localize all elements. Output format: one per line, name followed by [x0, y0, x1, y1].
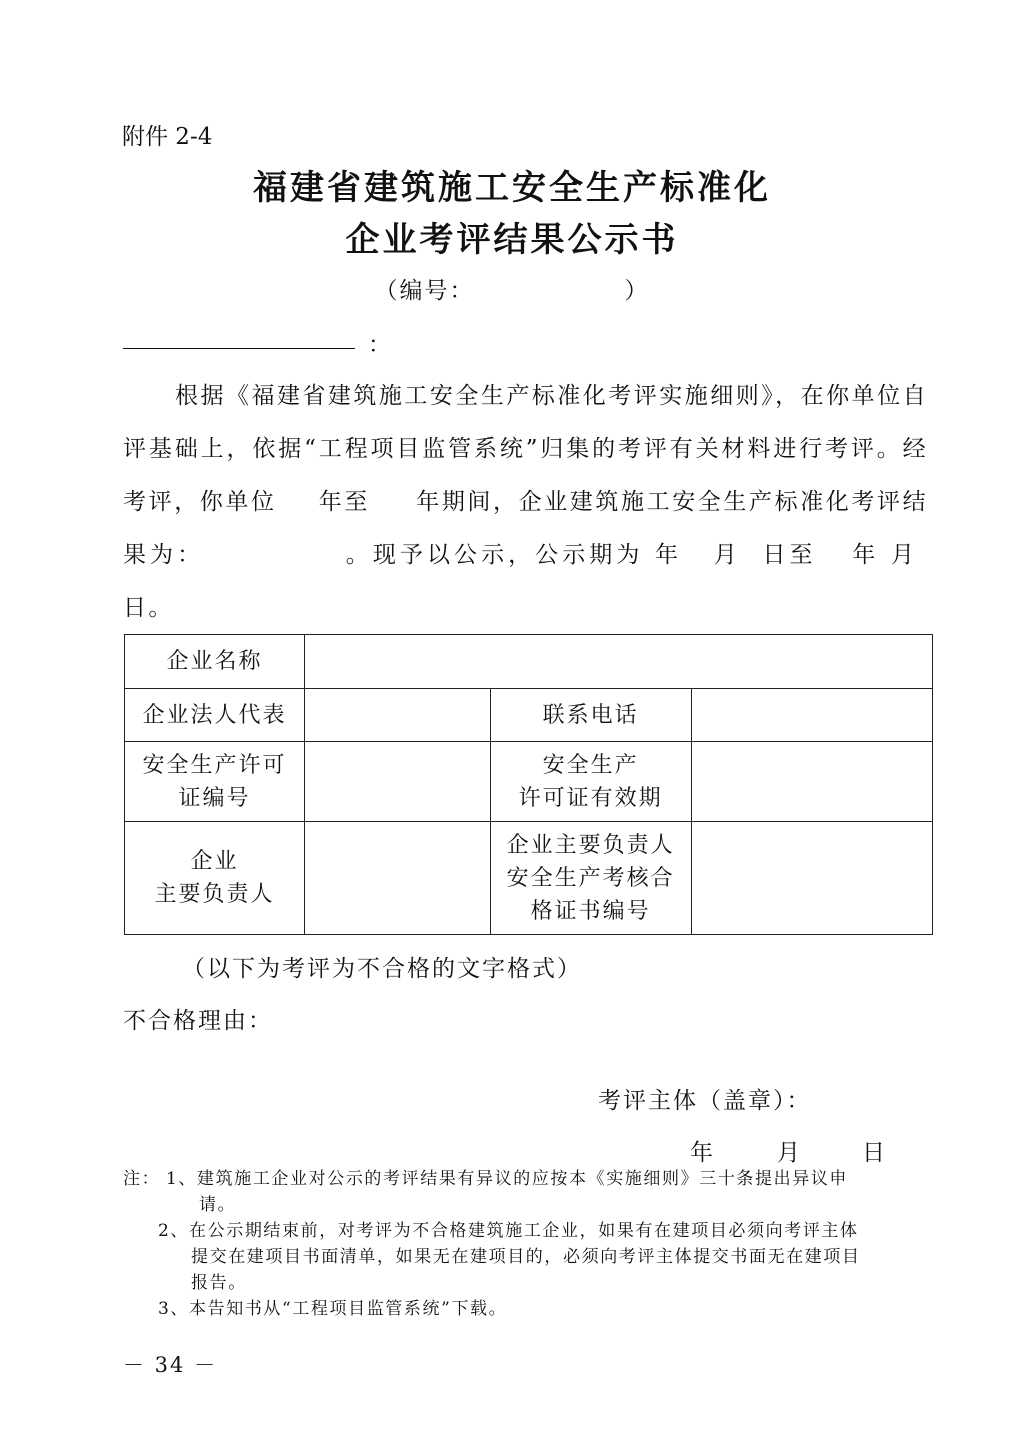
date-month-label: 月 — [777, 1140, 800, 1166]
principal-label-line-1: 企业 — [190, 849, 239, 874]
principal-value — [304, 822, 490, 935]
note-1-cont: 请。 — [199, 1195, 237, 1215]
principal-label — [125, 822, 305, 935]
license-no-label-line-1: 安全生产许可 — [142, 752, 287, 778]
license-validity-label — [490, 742, 691, 822]
license-validity-label-line-1: 安全生产 — [542, 752, 639, 778]
license-validity-value — [691, 742, 932, 822]
body-text-9: 月 — [889, 542, 919, 568]
body-text-4: 。现予以公示，公示期为 — [344, 542, 644, 568]
body-text-8: 年 — [850, 542, 880, 568]
principal-label-line-2: 主要负责人 — [154, 882, 275, 907]
phone-label: 联系电话 — [490, 689, 691, 742]
document-number-line — [0, 272, 1024, 305]
principal-cert-label-line-1: 企业主要负责人 — [506, 832, 675, 858]
license-no-label — [125, 742, 305, 822]
table-row — [125, 689, 933, 742]
number-prefix: （编号： — [374, 278, 475, 304]
license-validity-label-line-2: 许可证有效期 — [518, 785, 663, 811]
note-1: 1、建筑施工企业对公示的考评结果有异议的应按本《实施细则》三十条提出异议申 — [166, 1169, 849, 1189]
notes-head: 注： — [123, 1169, 161, 1189]
license-no-value — [304, 742, 490, 822]
principal-cert-label — [490, 822, 691, 935]
addressee-blank-line — [123, 332, 355, 349]
attachment-label: 附件 2-4 — [122, 124, 213, 150]
body-text-3: 年期间，企业建筑施工安全生产标准化考评结果为： — [123, 489, 929, 568]
note-2: 2、在公示期结束前，对考评为不合格建筑施工企业，如果有在建项目必须向考评主体 — [158, 1221, 859, 1241]
body-text-10: 日。 — [123, 595, 174, 621]
document-title-line-1: 福建省建筑施工安全生产标准化 — [253, 168, 771, 208]
document-title-line-2: 企业考评结果公示书 — [345, 220, 679, 260]
legal-rep-label: 企业法人代表 — [125, 689, 305, 742]
fail-format-note: （以下为考评为不合格的文字格式） — [182, 956, 582, 982]
addressee-colon: ： — [368, 332, 391, 358]
fail-reason-label: 不合格理由： — [123, 1008, 273, 1034]
number-suffix: ） — [624, 278, 650, 304]
principal-cert-label-line-2: 安全生产考核合 — [506, 865, 675, 891]
page-number: － 34 － — [123, 1353, 218, 1377]
enterprise-info-table — [124, 634, 933, 935]
table-row — [125, 822, 933, 935]
note-2-cont: 提交在建项目书面清单，如果无在建项目的，必须向考评主体提交书面无在建项目 — [191, 1247, 861, 1267]
body-text-6: 月 — [712, 542, 741, 568]
note-3: 3、本告知书从“工程项目监管系统”下载。 — [158, 1299, 508, 1319]
enterprise-name-value — [304, 635, 932, 689]
signature-date — [690, 1134, 885, 1167]
table-row — [125, 742, 933, 822]
body-paragraph — [123, 370, 928, 635]
body-text-5: 年 — [653, 542, 683, 568]
license-no-label-line-2: 证编号 — [178, 785, 251, 811]
principal-cert-value — [691, 822, 932, 935]
legal-rep-value — [304, 689, 490, 742]
body-text-2: 年至 — [318, 489, 371, 515]
body-text-1: 根据《福建省建筑施工安全生产标准化考评实施细则》，在你单位自评基础上，依据“工程项目监管系统”归集的考评有关材料进行考评。经考评，你单位 — [123, 383, 928, 515]
note-2-cont-2: 报告。 — [191, 1273, 247, 1293]
date-day-label: 日 — [862, 1140, 885, 1166]
table-row — [125, 635, 933, 689]
enterprise-name-label: 企业名称 — [125, 635, 305, 689]
date-year-label: 年 — [690, 1140, 713, 1166]
principal-cert-label-line-3: 格证书编号 — [530, 898, 651, 924]
phone-value — [691, 689, 932, 742]
evaluator-seal-label: 考评主体（盖章）： — [598, 1088, 812, 1114]
body-text-7: 日至 — [760, 542, 817, 568]
